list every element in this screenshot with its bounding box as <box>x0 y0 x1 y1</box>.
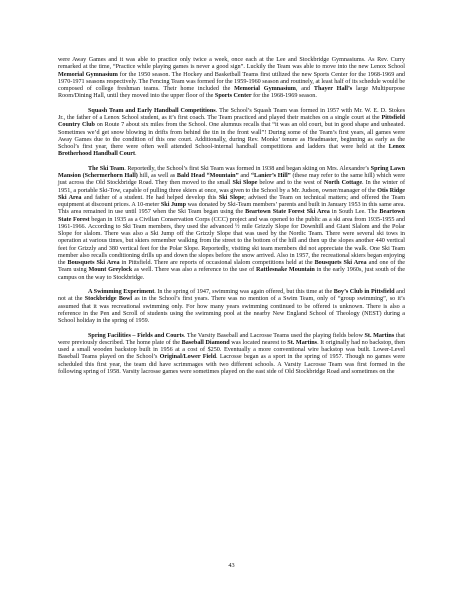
bold-term: St. Martins <box>287 339 318 346</box>
bold-term: Ski Slope <box>232 180 258 187</box>
paragraph-gymnasium <box>58 57 405 101</box>
text-run: were Away Games and it was able to practice only twice a week, once each at the Lee and Stockbridge Gymnasiums. As Rev. Curry remarked at the time, “Practice while playing games is never a good sign”. Luckily the Team was able to move into the new Lenox School <box>58 57 405 71</box>
text-column <box>58 57 405 376</box>
text-run: large Multipurpose Room/Dining Hall, until they moved into the upper floor of the <box>58 86 405 100</box>
bold-term: A Swimming Experiment <box>88 289 155 295</box>
text-run: was located nearest to <box>229 339 288 346</box>
bold-term: The Ski Team <box>88 165 125 172</box>
paragraph-spring-facilities <box>58 333 405 377</box>
bold-term: Memorial Gymnasium <box>58 71 118 78</box>
bold-term: Pittsfield Country Club <box>58 115 405 129</box>
text-run: in the early 1960s, just south of the campus on the way to Stockbridge. <box>58 267 405 281</box>
text-run: below and to the west of <box>257 180 324 187</box>
bold-term: Rattlesnake Mountain <box>256 267 315 274</box>
bold-term: Beartown State Forest Ski Area <box>245 209 330 216</box>
paragraph-squash-team <box>58 108 405 159</box>
text-run: as well. There was also a reference to the use of <box>132 267 257 274</box>
text-run: for the 1968-1969 season. <box>251 93 317 100</box>
text-run: in Pittsfield. There are reports of occasional slalom competitions held at the <box>119 260 315 266</box>
paragraph-gap <box>58 101 405 108</box>
text-run: . The School’s Squash Team was formed in 1957 with Mr. W. E. D. Stokes Jr., the father of a Lenox School student, as it’s first coach. The Team practiced and played their matches on a single court at the <box>58 107 405 121</box>
text-run: and not at the <box>58 289 405 303</box>
paragraph-gap <box>58 159 405 166</box>
bold-term: Mount Greylock <box>88 267 133 274</box>
paragraph-gap <box>58 325 405 332</box>
text-run: and father of a student. He had helped develop this <box>81 194 219 201</box>
text-run: . In the spring of 1947, swimming was again offered, but this time at the <box>154 289 334 295</box>
bold-term: Ski Slope <box>218 194 245 201</box>
text-run: began in 1935 as a Civilian Conservation Corps (CCC) project and was opened to the public as a ski area from 1935-1955 and 1961-1966. According to Ski Team members, they used the advanced ½ mile Grizzly Slope for Downhill and Giant Slalom and the Polar Slope for slalom. There was also a Ski Jump off the Grizzly Slope that was used by the Nordic Team. There were several ski tows in operation at various times, but skiers remember walking from the street to the bottom of the hill and then up the slopes another 440 vertical feet for Grizzly and 380 vertical feet for the Polar Slope. Reportedly, visiting ski team members did not appreciate the walk. One Ski Team member also recalls conditioning drills up and down the slopes before the snow arrived. Also in 1957, the recreational skiers began enjoying the <box>58 216 405 266</box>
bold-term: Bousquets Ski Area <box>314 260 367 266</box>
text-run: for the 1950 season. The Hockey and Basketball Teams first utilized the new Sports Center for the 1968-1969 and 1970-1971 seasons respectively. The Fencing Team was formed for the 1959-1960 season and routinely, at least half of its schedule would be composed of college freshman teams. Their home included the <box>58 71 405 92</box>
text-run: hill, as well as <box>137 173 177 179</box>
text-run: . <box>135 151 137 158</box>
text-run: . Lacrosse began as a sport in the spring of 1957. Though no games were scheduled this first year, the team did have scrimmages with two different schools. A Varsity Lacrosse Team was first formed in the following spring of 1958. Varsity lacrosse games were sometimes played on the east side of Old Stockbridge Road and sometimes on the <box>58 354 405 375</box>
bold-term: Sports Center <box>214 93 252 100</box>
bold-term: Spring Lawn Mansion (Schermerhorn Hall) <box>58 165 405 179</box>
text-run: that were previously described. The home plate of the <box>58 332 405 346</box>
bold-term: Lenox Brotherhood Handball Court <box>58 144 405 158</box>
text-run: as in the School’s first years. There was no mention of a Swim Team, only of “group swimming”, so it’s assumed that it was recreational swimming only. For how many years swimming continued to be offered is unknown. There is also a reference in the Pen and Scroll of students using the swimming pool at the nearby New England School of Theology (NEST) during a School holiday in the spring of 1959. <box>58 296 406 324</box>
bold-term: Spring Facilities – Fields and Courts <box>88 332 184 339</box>
bold-term: Otis Ridge Ski Area <box>58 187 405 201</box>
bold-term: Thayer Hall’s <box>313 86 353 92</box>
text-run: was donated by Ski-Team members’ parents and built in January 1953 in this same area. This area remained in use until 1957 when the Ski Team began using the <box>58 202 405 216</box>
bold-term: North Cottage <box>323 180 363 187</box>
text-run: . It originally had no backstop, then used a small wooden backstop built in 1956 at a cost of $250. Eventually a more conventional wire backstop was built. Lower-Level Baseball Teams played on the School’s <box>58 339 405 361</box>
text-run: on Route 7 about six miles from the School. One alumnus recalls that “it was an old court, but in good shape and unheated. Sometimes we’d get snow blowing in drifts from behind the tin in the front wall”! During some of the Team’s first years, all games were Away Games due to the condition of this one court. Additionally, during Rev. Monks’ tenure as Headmaster, beginning as early as the School’s first year, there were often well attended School-internal handball competitions and ladders that were held at the <box>58 122 405 150</box>
bold-term: Squash Team and Early Handball Competitions <box>88 107 216 114</box>
bold-term: Boy’s Club in Pittsfield <box>333 289 395 295</box>
text-run: . The Varsity Baseball and Lacrosse Teams used the playing fields below <box>183 332 365 339</box>
page-number: 43 <box>228 562 235 569</box>
paragraph-ski-team <box>58 166 405 282</box>
bold-term: “Lanier’s Hill” <box>250 173 291 179</box>
text-run: (these may refer to the same hill) which were just across the Old Stockbridge Road. They then moved to the small <box>58 173 405 187</box>
bold-term: Ski Jump <box>160 202 187 208</box>
text-run: and one of the Team using <box>58 260 405 274</box>
bold-term: Bald Head “Mountain” <box>176 173 239 179</box>
bold-term: Memorial Gymnasium <box>234 86 296 92</box>
text-run: and <box>238 173 251 179</box>
bold-term: St. Martins <box>364 332 395 339</box>
bold-term: Bousquets Ski Area <box>67 260 120 266</box>
bold-term: Baseball Diamond <box>181 339 230 346</box>
bold-term: Beartown State Forest <box>58 209 405 223</box>
text-run: in South Lee. The <box>329 209 380 216</box>
bold-term: Stockbridge Bowl <box>84 296 133 303</box>
text-run: . In the winter of 1951, a portable Ski-Tow, capable of pulling three skiers at once, was given to the School by a Mr. Judson, owner/manager of the <box>58 180 405 194</box>
bold-term: Original/Lower Field <box>159 354 217 361</box>
paragraph-gap <box>58 282 405 289</box>
text-run: . Reportedly, the School’s first Ski Team was formed in 1938 and began skiing on Mrs. Alexandre’s <box>124 165 371 172</box>
paragraph-swimming <box>58 289 405 325</box>
text-run: ; advised the Team on technical matters; and offered the Team equipment at discount prices. A 10-meter <box>58 194 406 208</box>
text-run: , and <box>295 86 314 92</box>
